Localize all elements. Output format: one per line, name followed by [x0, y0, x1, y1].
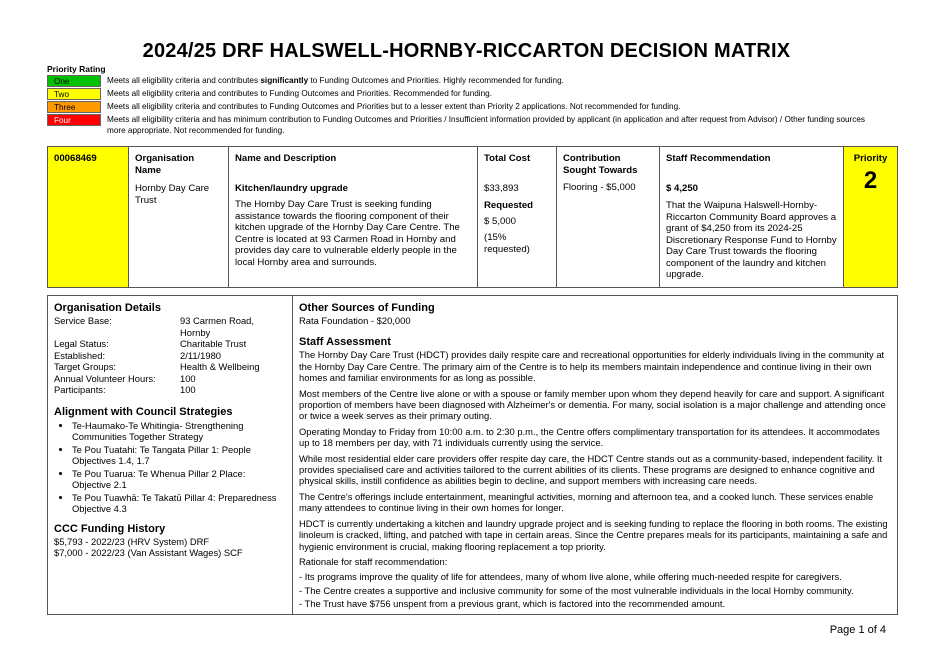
detail-row [54, 338, 286, 350]
priority-rating-row [47, 101, 877, 113]
ccc-history-item: $7,000 - 2022/23 (Van Assistant Wages) SCF [54, 547, 243, 558]
priority-text-one: Meets all eligibility criteria and contributes significantly to Funding Outcomes and Priorities. Highly recommended for funding. [107, 76, 564, 85]
priority-rating-heading: Priority Rating [47, 64, 106, 74]
list-item: • Te Pou Tuawhā: Te Takatū Pillar 4: Preparedness Objective 4.3 [72, 492, 286, 515]
detail-row [54, 384, 286, 396]
assessment-paragraph: HDCT is currently undertaking a kitchen and laundry upgrade project and is seeking funding to replace the flooring in both rooms. The existing linoleum is cracked, lifting, and patched with tape in certain areas. Since the Centre prepares meals for its participants, maintaining a safe and hygienic environment is crucial, making flooring replacement a top priority. [299, 517, 888, 552]
detail-key: Service Base: [54, 315, 112, 326]
name-description-header: Name and Description [235, 153, 337, 164]
assessment-paragraph: The Hornby Day Care Trust (HDCT) provides daily respite care and recreational opportunities for elderly individuals living in the community at the Hornby Day Care Centre. The primary aim of the Centre is to help its members maintain independence and continue living in their own homes and familiar environments for as long as possible. [299, 349, 885, 384]
assessment-paragraph: Operating Monday to Friday from 10:00 a.m. to 2:30 p.m., the Centre offers complimentary transportation for its attendees. It accommodates up to 18 members per day, with 71 individuals currently using the service. [299, 425, 880, 449]
detail-key: Annual Volunteer Hours: [54, 372, 156, 384]
ccc-history-title: CCC Funding History [54, 522, 166, 535]
detail-key: Legal Status: [54, 338, 109, 349]
staff-recommendation-amount: $ 4,250 [666, 182, 699, 194]
detail-key: Established: [54, 349, 106, 361]
detail-row [54, 350, 286, 362]
priority-swatch-four: Four [47, 114, 101, 126]
project-description: The Hornby Day Care Trust is seeking funding assistance towards the flooring component of their kitchen upgrade of the Hornby Day Care Centre. The Centre is located at 93 Carmen Road in Hornby and provides day care to vulnerable elderly people in the local Hornby area and surrounds. [235, 199, 460, 268]
project-name: Kitchen/laundry upgrade [235, 182, 349, 194]
priority-text-three: Meets all eligibility criteria and contributes to Funding Outcomes and Priorities but to a lesser extent than Priority 2 applications. Not recommended for funding. [107, 102, 681, 111]
priority-rating-row [47, 114, 877, 136]
assessment-paragraph: Most members of the Centre live alone or with a spouse or family member upon whom they depend heavily for care and support. A significant proportion of members have been diagnosed with Alzheimer's or dementia. For many, social isolation is a major challenge and attending once or twice a week serves as their primary outing. [299, 387, 886, 422]
detail-key: Participants: [54, 384, 106, 395]
organisation-header: Organisation Name [135, 153, 195, 176]
assessment-paragraph: While most residential elder care providers offer respite day care, the HDCT Centre stands out as a community-based, independent facility. It provides specialised care and activities tailored to the current abilities of its clients. These programs are designed to enhance cognitive and physical skills, instill confidence as abilities begin to decline, and support members with increasing care needs. [299, 452, 883, 487]
staff-assessment-title: Staff Assessment [299, 336, 391, 349]
priority-text-four: Meets all eligibility criteria and has minimum contribution to Funding Outcomes and Priorities / Insufficient information provided by applicant (in application and after request from Advisor) / Other funding sources more appropriate. Not recommended for funding. [107, 115, 866, 135]
right-panel [293, 296, 897, 614]
list-item: • Te Pou Tuarua: Te Whenua Pillar 2 Place: Objective 2.1 [72, 468, 286, 491]
total-cost-header: Total Cost [484, 153, 531, 164]
total-cost-value: $33,893 [484, 182, 519, 194]
detail-value: 2/11/1980 [180, 349, 222, 361]
detail-key: Target Groups: [54, 361, 117, 372]
priority-text-two: Meets all eligibility criteria and contributes to Funding Outcomes and Priorities. Recommended for funding. [107, 89, 493, 98]
staff-recommendation-cell [660, 147, 844, 287]
detail-value: 93 Carmen Road, Hornby [180, 315, 254, 338]
other-sources-text: Rata Foundation - $20,000 [299, 315, 411, 326]
application-id: 00068469 [54, 153, 97, 164]
organisation-details-title: Organisation Details [54, 302, 161, 314]
detail-row [54, 373, 286, 385]
priority-swatch-three: Three [47, 101, 101, 113]
detail-row [54, 361, 286, 373]
name-description-cell [229, 147, 478, 287]
alignment-list [54, 420, 286, 515]
priority-header: Priority [853, 153, 888, 164]
priority-swatch-one: One [47, 75, 101, 87]
assessment-paragraph: The Centre's offerings include entertainment, meaningful activities, morning and afternoon tea, and a cooked lunch. These services enable many attendees to continue living in their own homes for longer. [299, 490, 874, 514]
detail-value: 100 [180, 372, 196, 384]
detail-value: Charitable Trust [180, 338, 247, 349]
rationale-heading: Rationale for staff recommendation: [299, 555, 448, 567]
list-item: • Te-Haumako-Te Whitingia- Strengthening Communities Together Strategy [72, 420, 286, 443]
ccc-history-item: $5,793 - 2022/23 (HRV System) DRF [54, 535, 210, 547]
requested-percent: (15% requested) [484, 232, 530, 255]
rationale-item: - Its programs improve the quality of life for attendees, many of whom live alone, while offering much-needed respite for caregivers. [299, 571, 842, 583]
priority-rating-row [47, 88, 877, 100]
list-item: • Te Pou Tuatahi: Te Tangata Pillar 1: People Objectives 1.4, 1.7 [72, 444, 286, 467]
page-number: Page 1 of 4 [829, 624, 886, 636]
organisation-cell [129, 147, 229, 287]
alignment-title: Alignment with Council Strategies [54, 405, 233, 418]
priority-cell [844, 147, 897, 287]
left-panel [48, 296, 293, 614]
detail-row [54, 315, 286, 338]
total-cost-cell [478, 147, 557, 287]
priority-swatch-two: Two [47, 88, 101, 100]
application-id-cell [48, 147, 129, 287]
detail-value: Health & Wellbeing [180, 361, 260, 372]
details-section [47, 295, 898, 615]
requested-amount: $ 5,000 [484, 215, 517, 227]
priority-value: 2 [863, 166, 878, 194]
organisation-name: Hornby Day Care Trust [135, 183, 210, 206]
contribution-header: Contribution Sought Towards [563, 153, 638, 176]
rationale-item: - The Centre creates a supportive and inclusive community for some of the most vulnerable individuals in the local Hornby community. [299, 584, 854, 596]
detail-value: 100 [180, 384, 196, 395]
other-sources-title: Other Sources of Funding [299, 302, 435, 314]
contribution-cell [557, 147, 660, 287]
rationale-item: - The Trust have $756 unspent from a previous grant, which is factored into the recommended amount. [299, 598, 726, 610]
application-table [47, 146, 898, 288]
page-title: 2024/25 DRF HALSWELL-HORNBY-RICCARTON DECISION MATRIX [142, 40, 791, 62]
staff-recommendation-text: That the Waipuna Halswell-Hornby-Riccarton Community Board approves a grant of $4,250 from its 2024-25 Discretionary Response Fund to Hornby Day Care Trust towards the flooring component of the laundry and kitchen upgrade. [666, 200, 837, 280]
staff-recommendation-header: Staff Recommendation [666, 153, 771, 164]
requested-label: Requested [484, 200, 534, 211]
priority-rating-row [47, 75, 877, 87]
contribution-value: Flooring - $5,000 [563, 182, 636, 193]
